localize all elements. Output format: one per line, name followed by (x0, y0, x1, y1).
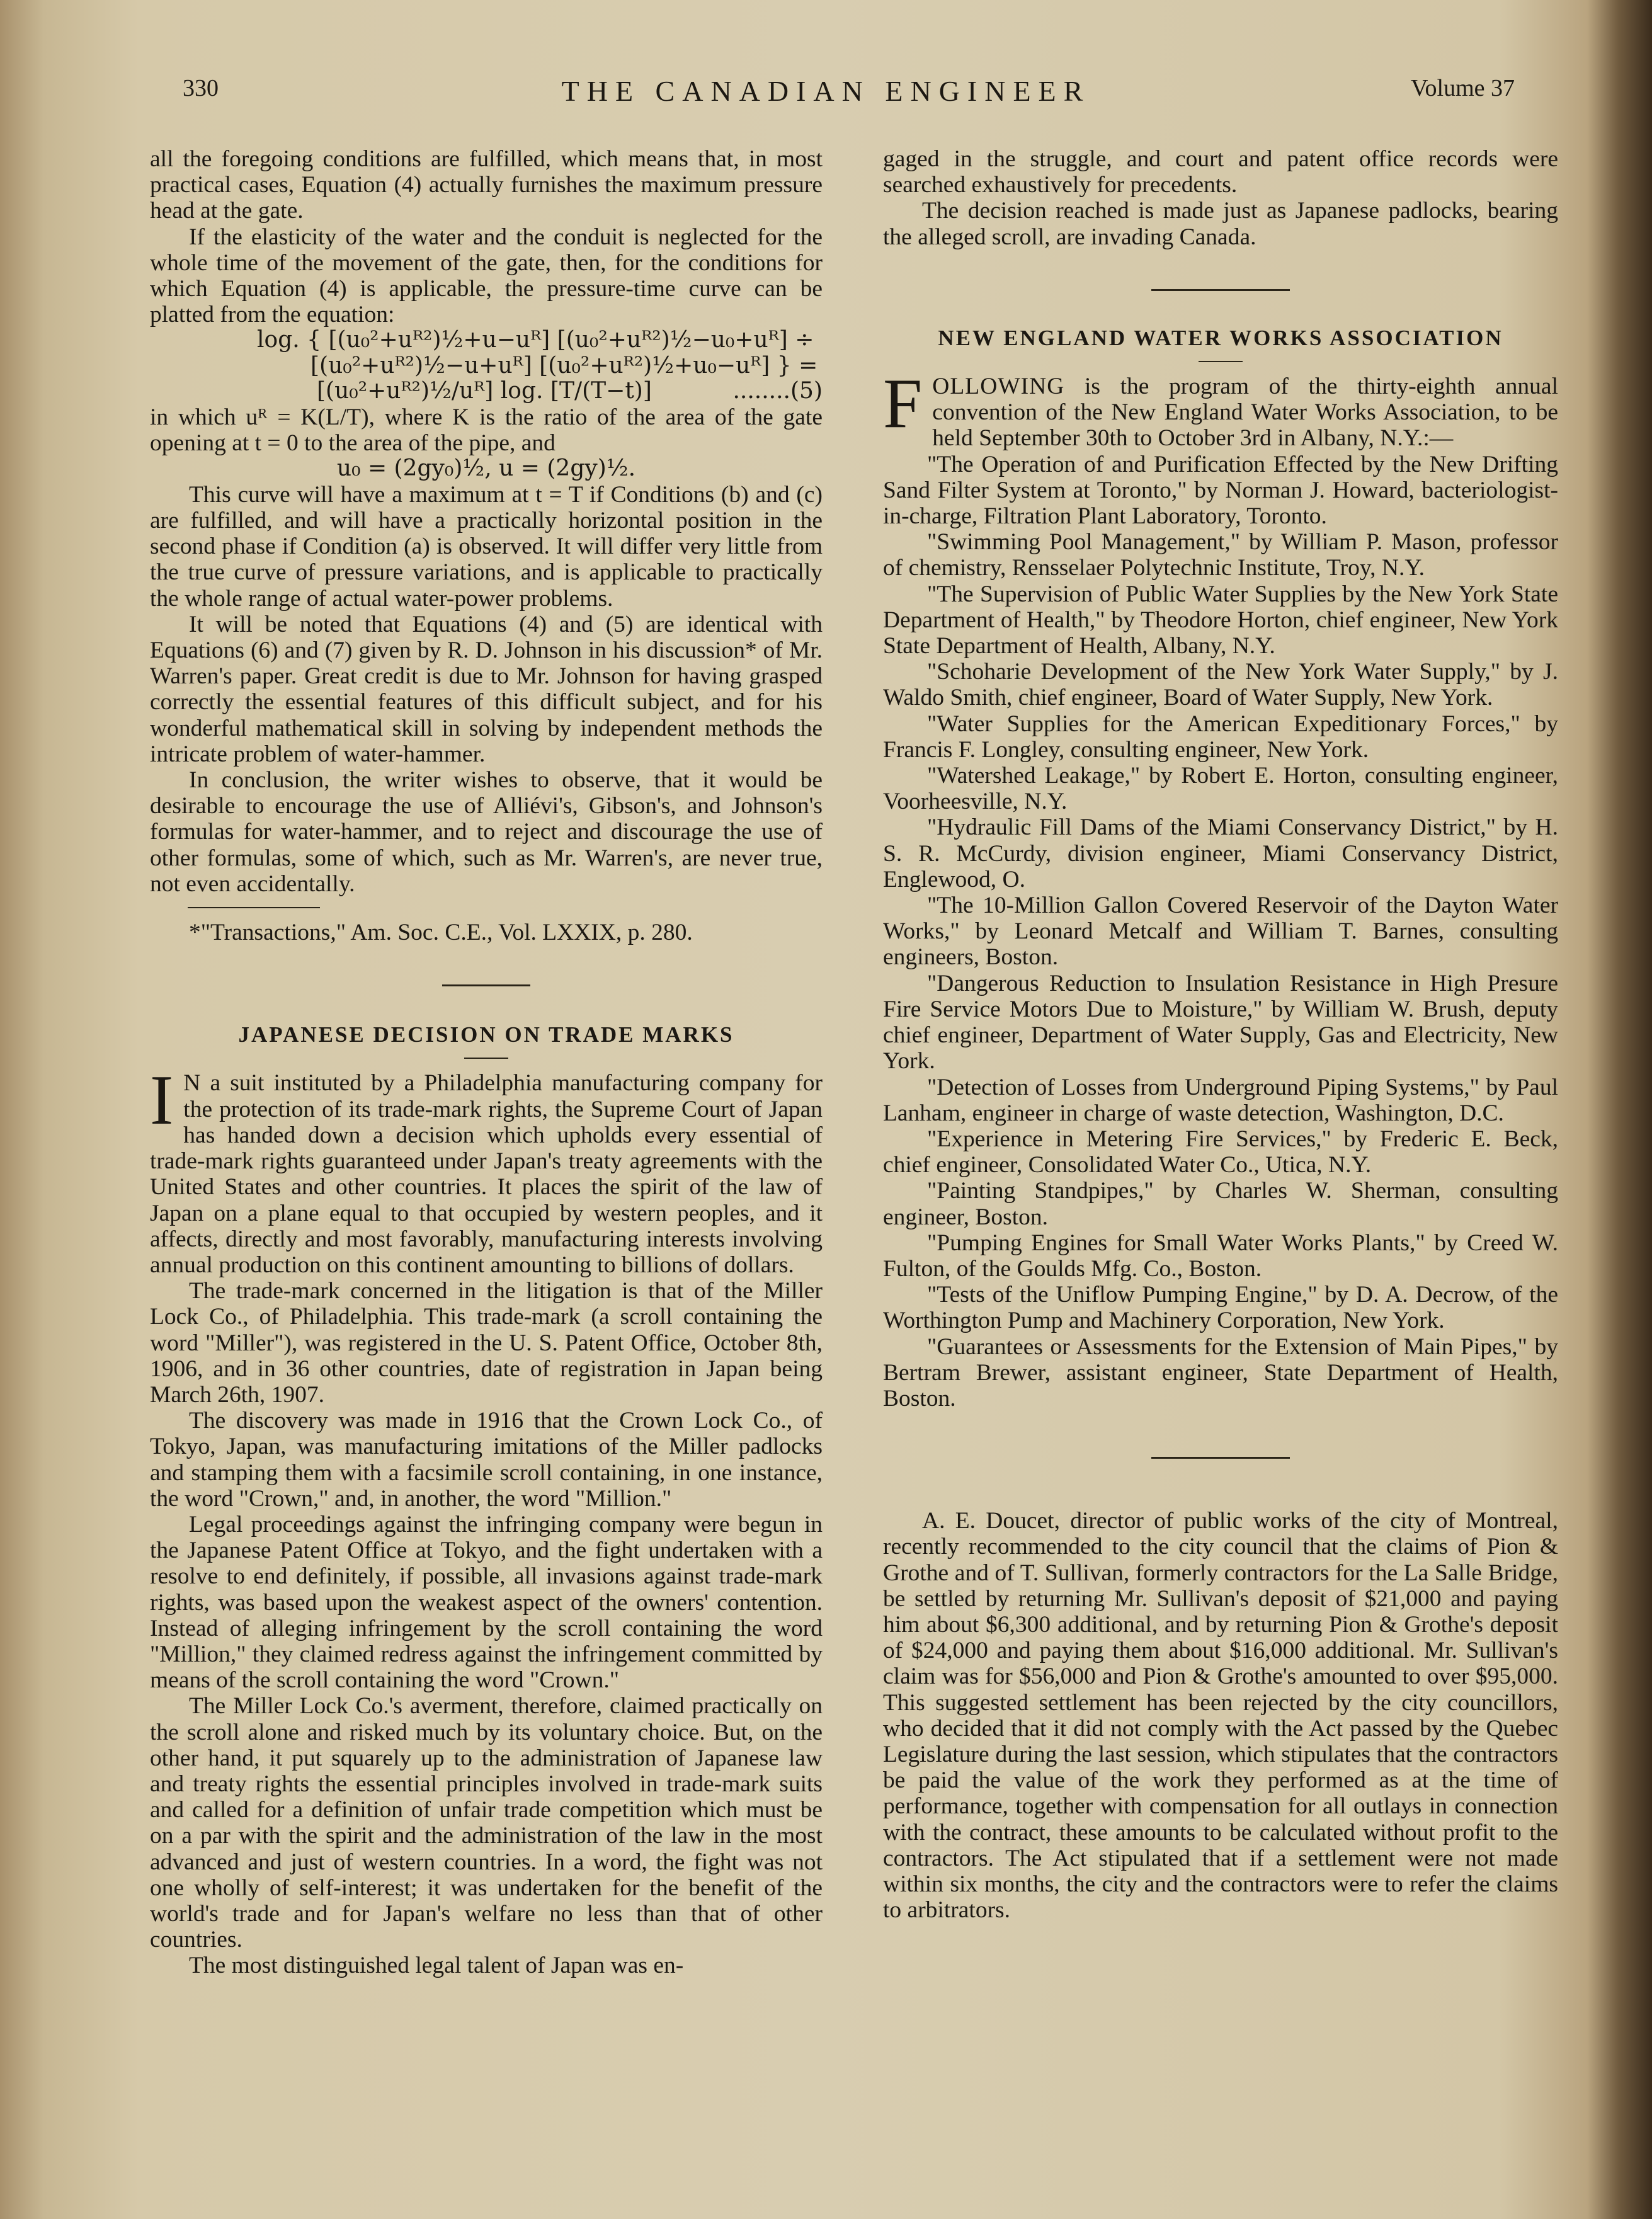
program-item: "The 10-Million Gallon Covered Reservoir of the Dayton Water Works," by Leonard Metcalf and William T. Barnes, consulting engineers, Boston. (883, 893, 1558, 971)
footnote: *"Transactions," Am. Soc. C.E., Vol. LXXIX, p. 280. (189, 920, 693, 946)
article-paragraph: The trade-mark concerned in the litigation is that of the Miller Lock Co., of Philadelphia. This trade-mark (a scroll containing the word "Miller"), was registered in the U. S. Patent Office, October 8th, 1906, and in 36 other countries, date of registration in Japan being March 26th, 1907. (150, 1278, 823, 1408)
program-item: "Water Supplies for the American Expeditionary Forces," by Francis F. Longley, consulting engineer, New York. (883, 710, 1558, 763)
water-hammer-paragraph: all the foregoing conditions are fulfilled, which means that, in most practical cases, Equation (4) actually furnishes the maximum pressure head at the gate. (150, 146, 823, 224)
program-item: "Watershed Leakage," by Robert E. Horton, consulting engineer, Voorheesville, N.Y. (883, 763, 1558, 815)
program-item: "Schoharie Development of the New York Water Supply," by J. Waldo Smith, chief engineer, Board of Water Supply, New York. (883, 659, 1558, 711)
equation-line: [(u₀²+uᴿ²)½−u+uᴿ] [(u₀²+uᴿ²)½+u₀−uᴿ] } = (310, 352, 818, 379)
drop-cap: I (150, 1061, 174, 1140)
water-hammer-paragraph: In conclusion, the writer wishes to observe, that it would be desirable to encourage the use of Alliévi's, Gibson's, and Johnson's formulas for water-hammer, and to reject and discourage the use of other formulas, some of which, such as Mr. Warren's, are never true, not even accidentally. (150, 767, 823, 897)
equation-line: log. { [(u₀²+uᴿ²)½+u−uᴿ] [(u₀²+uᴿ²)½−u₀+uᴿ] ÷ (257, 327, 814, 353)
page-header (0, 74, 1652, 125)
equation-line-text: [(u₀²+uᴿ²)½/uᴿ] log. [T/(T−t)] (317, 378, 652, 404)
article-title: NEW ENGLAND WATER WORKS ASSOCIATION (938, 325, 1503, 350)
program-item: "The Operation of and Purification Effected by the New Drifting Sand Filter System at Toronto," by Norman J. Howard, bacteriologist-in-charge, Filtration Plant Laboratory, Toronto. (883, 451, 1558, 530)
montreal-news-item: A. E. Doucet, director of public works of the city of Montreal, recently recommended to the city council that the claims of Pion & Grothe and of T. Sullivan, formerly contractors for the La Salle Bridge, be settled by returning Mr. Sullivan's deposit of $21,000 and paying him about $6,300 additional, and by returning Pion & Grothe's deposit of $24,000 and paying them about $16,000 additional. Mr. Sullivan's claim was for $56,000 and Pion & Grothe's amounted to over $95,000. This suggested settlement has been rejected by the city councillors, who decided that it did not comply with the Act passed by the Quebec Legislature during the last session, which stipulates that the contractors be paid the value of the work they performed as at the time of performance, together with compensation for all outlays in connection with the contract, these amounts to be calculated without profit to the contractors. The Act stipulated that if a settlement were not made within six months, the city and the contractors were to refer the claims to arbitrators. (883, 1508, 1558, 1924)
article-paragraph (150, 1061, 823, 1278)
article-title: JAPANESE DECISION ON TRADE MARKS (238, 1022, 734, 1047)
program-item: "Guarantees or Assessments for the Extension of Main Pipes," by Bertram Brewer, assistant engineer, State Department of Health, Boston. (883, 1333, 1558, 1412)
drop-cap: F (883, 365, 923, 443)
program-item: "Dangerous Reduction to Insulation Resistance in High Presure Fire Service Motors Due to Moisture," by William W. Brush, deputy chief engineer, Department of Water Supply, Gas and Electricity, New York. (883, 970, 1558, 1075)
program-list (883, 452, 1558, 1412)
equation-5 (150, 328, 823, 404)
footnote-rule (188, 907, 320, 908)
program-item: "Painting Standpipes," by Charles W. Sherman, consulting engineer, Boston. (883, 1178, 1558, 1230)
velocity-definitions (150, 456, 823, 482)
article-paragraph: The discovery was made in 1916 that the Crown Lock Co., of Tokyo, Japan, was manufacturing imitations of the Miller padlocks and stamping them with a facsimile scroll containing, in one instance, the word "Crown," and, in another, the word "Million." (150, 1408, 823, 1512)
program-intro-text: is the program of the thirty-eighth annual convention of the New England Water Works Association, to be held September 30th to October 3rd in Albany, N.Y.:— (932, 374, 1558, 452)
equation-line: u₀ = (2gy₀)½, u = (2gy)½. (336, 455, 636, 482)
page-number: 330 (183, 75, 219, 101)
lead-word: OLLOWING (932, 374, 1065, 400)
equation-line (257, 379, 823, 404)
program-item: "Swimming Pool Management," by William P. Mason, professor of chemistry, Rensselaer Polytechnic Institute, Troy, N.Y. (883, 529, 1558, 581)
right-column (883, 146, 1558, 1923)
water-hammer-paragraph: It will be noted that Equations (4) and (5) are identical with Equations (6) and (7) given by R. D. Johnson in his discussion* of Mr. Warren's paper. Great credit is due to Mr. Johnson for having grasped correctly the essential features of this difficult subject, and for his wonderful mathematical skill in solving by independent methods the intricate problem of water-hammer. (150, 611, 823, 767)
article-paragraph: The most distinguished legal talent of Japan was en- (189, 1953, 684, 1979)
volume-label: Volume 37 (1411, 75, 1515, 101)
article-paragraph: The decision reached is made just as Japanese padlocks, bearing the alleged scroll, are invading Canada. (883, 198, 1558, 250)
article-paragraph: gaged in the struggle, and court and patent office records were searched exhaustively for precedents. (883, 146, 1558, 198)
article-paragraph: Legal proceedings against the infringing company were begun in the Japanese Patent Office at Tokyo, and the fight undertaken with a resolve to end definitely, if possible, all invasions against trade-mark rights, was based upon the weakest aspect of the owners' contention. Instead of alleging infringement by the scroll containing the word "Million," they claimed redress against the infringement committed by means of the scroll containing the word "Crown." (150, 1511, 823, 1694)
program-item: "Pumping Engines for Small Water Works Plants," by Creed W. Fulton, of the Goulds Mfg. Co., Boston. (883, 1229, 1558, 1282)
program-item: "Experience in Metering Fire Services," by Frederic E. Beck, chief engineer, Consolidated Water Co., Utica, N.Y. (883, 1126, 1558, 1178)
article-paragraph: The Miller Lock Co.'s averment, therefore, claimed practically on the scroll alone and risked much by its voluntary choice. But, on the other hand, it put squarely up to the administration of Japanese law and treaty rights the essential principles involved in trade-mark suits and called for a definition of unfair trade competition which must be on a par with the spirit and the administration of the law in the most advanced and just of western countries. In a word, the fight was not one wholly of self-interest; it was undertaken for the benefit of the world's trade and for Japan's welfare no less than that of other countries. (150, 1693, 823, 1953)
program-item: "Tests of the Uniflow Pumping Engine," by D. A. Decrow, of the Worthington Pump and Machinery Corporation, New York. (883, 1282, 1558, 1334)
title-rule (464, 1058, 508, 1059)
left-column (150, 146, 823, 1979)
water-hammer-paragraph: This curve will have a maximum at t = T if Conditions (b) and (c) are fulfilled, and will have a practically horizontal position in the second phase if Condition (a) is observed. It will differ very little from the true curve of pressure variations, and is applicable to practically the whole range of actual water-power problems. (150, 481, 823, 612)
title-rule (1199, 361, 1243, 362)
equation-number: ........(5) (732, 378, 823, 404)
article-text: N a suit instituted by a Philadelphia manufacturing company for the protection of its trade-mark rights, the Supreme Court of Japan has handed down a decision which upholds every essential of trade-mark rights guaranteed under Japan's treaty agreements with the United States and other countries. It places the spirit of the law of Japan on a plane equal to that occupied by western peoples, and it affects, directly and most favorably, manufacturing interests involving annual production on this continent amounting to billions of dollars. (150, 1070, 823, 1278)
program-item: "Hydraulic Fill Dams of the Miami Conservancy District," by H. S. R. McCurdy, division engineer, Miami Conservancy District, Englewood, O. (883, 814, 1558, 893)
program-item: "Detection of Losses from Underground Piping Systems," by Paul Lanham, engineer in charge of waste detection, Washington, D.C. (883, 1074, 1558, 1126)
journal-title: THE CANADIAN ENGINEER (561, 75, 1091, 107)
water-hammer-paragraph: in which uᴿ = K(L/T), where K is the ratio of the area of the gate opening at t = 0 to the area of the pipe, and (150, 404, 823, 457)
program-intro (883, 365, 1558, 452)
program-item: "The Supervision of Public Water Supplies by the New York State Department of Health," by Theodore Horton, chief engineer, New York State Department of Health, Albany, N.Y. (883, 581, 1558, 659)
water-hammer-paragraph: If the elasticity of the water and the conduit is neglected for the whole time of the movement of the gate, then, for the conditions for which Equation (4) is applicable, the pressure-time curve can be platted from the equation: (150, 224, 823, 328)
